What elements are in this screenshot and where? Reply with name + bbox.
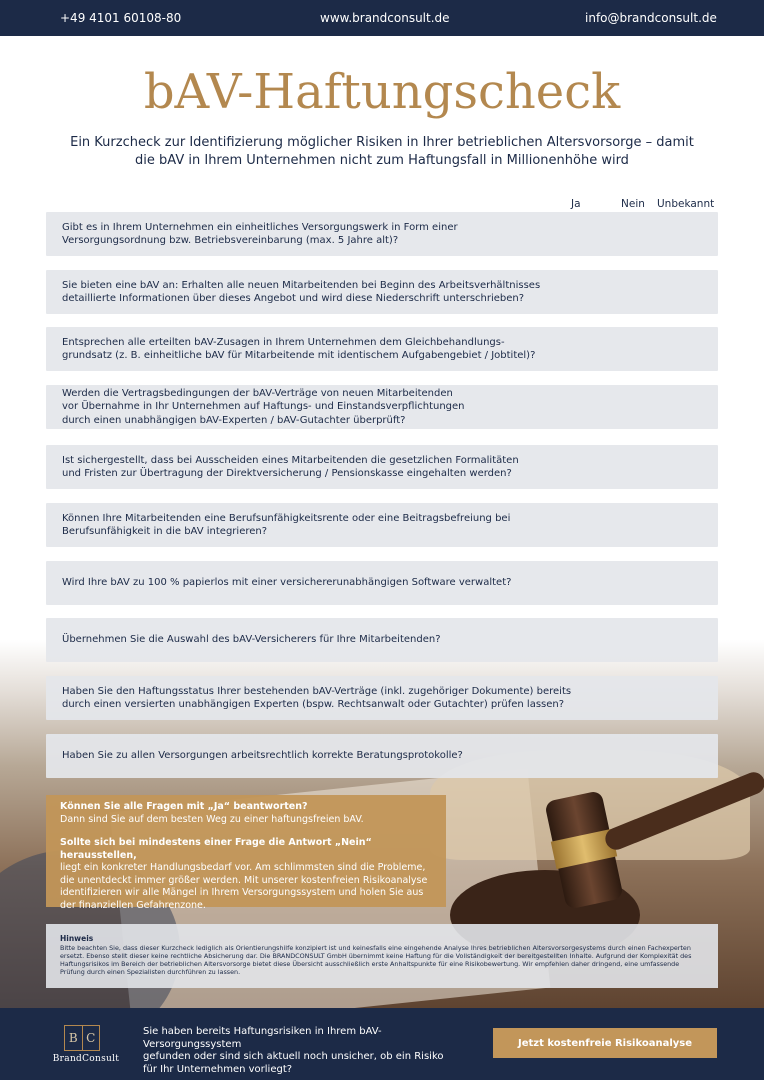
question-row-1 (46, 212, 718, 256)
question-text: Entsprechen alle erteilten bAV-Zusagen in Ihrem Unternehmen dem Gleichbehandlungs- grundsatz (z. B. einheitliche bAV für Mitarbeitende mit identischem Aufgabengebiet / Jobtitel)? (62, 336, 536, 361)
column-header-yes: Ja (571, 198, 581, 210)
result-info-box (46, 795, 446, 911)
question-text: Haben Sie zu allen Versorgungen arbeitsrechtlich korrekte Beratungsprotokolle? (62, 750, 463, 762)
footer-bar (0, 1008, 764, 1080)
website-link[interactable]: www.brandconsult.de (320, 11, 450, 25)
top-contact-bar (0, 0, 764, 36)
question-text: Gibt es in Ihrem Unternehmen ein einheitliches Versorgungswerk in Form einer Versorgungsordnung bzw. Betriebsvereinbarung (max. 5 Jahre alt)? (62, 221, 458, 246)
column-header-unknown: Unbekannt (657, 198, 715, 210)
page-title: bAV-Haftungscheck (143, 64, 621, 120)
question-text: Haben Sie den Haftungsstatus Ihrer bestehenden bAV-Verträge (inkl. zugehöriger Dokumente) bereits durch einen versierten unabhängigen Experten (bspw. Rechtsanwalt oder Gutachter) prüfen lassen? (62, 685, 572, 710)
result-heading-no: Sollte sich bei mindestens einer Frage die Antwort „Nein“ herausstellen, (60, 837, 372, 861)
column-header-no: Nein (621, 198, 645, 210)
question-text: Wird Ihre bAV zu 100 % papierlos mit einer versichererunabhängigen Software verwaltet? (62, 577, 512, 589)
question-text: Werden die Vertragsbedingungen der bAV-Verträge von neuen Mitarbeitenden vor Übernahme in Ihr Unternehmen auf Haftungs- und Einstandsverpflichtungen durch einen unabhängigen bAV-Experten / bAV-Gutachter überprüft? (62, 387, 465, 426)
question-row-3 (46, 327, 718, 371)
phone-number[interactable]: +49 4101 60108-80 (60, 11, 182, 25)
logo-letter-c: C (86, 1031, 96, 1045)
logo-letter-b: B (68, 1031, 78, 1045)
question-row-8 (46, 618, 718, 662)
footer-message: Sie haben bereits Haftungsrisiken in Ihrem bAV-Versorgungssystem gefunden oder sind sich aktuell noch unsicher, ob ein Risiko für Ihr Unternehmen vorliegt? (143, 1026, 444, 1075)
question-row-5 (46, 445, 718, 489)
brandconsult-logo (64, 1025, 100, 1051)
page-subtitle: Ein Kurzcheck zur Identifizierung möglicher Risiken in Ihrer betrieblichen Altersvorsorge – damit die bAV in Ihrem Unternehmen nicht zum Haftungsfall in Millionenhöhe wird (70, 135, 694, 168)
result-text-yes: Dann sind Sie auf dem besten Weg zu einer haftungsfreien bAV. (60, 813, 364, 825)
result-text-no: liegt ein konkreter Handlungsbedarf vor. Am schlimmsten sind die Probleme, die unentdeckt immer größer werden. Mit unserer kostenfreien Risikoanalyse identifizieren wir alle Mängel in Ihrem Versorgungssystem und holen Sie aus der finanziellen Gefahrenzone. (60, 862, 428, 911)
disclaimer-title: Hinweis (60, 934, 94, 943)
email-link[interactable]: info@brandconsult.de (585, 11, 717, 25)
question-text: Übernehmen Sie die Auswahl des bAV-Versicherers für Ihre Mitarbeitenden? (62, 634, 441, 646)
risk-analysis-button[interactable]: Jetzt kostenfreie Risikoanalyse (493, 1028, 717, 1058)
question-row-10 (46, 734, 718, 778)
question-text: Sie bieten eine bAV an: Erhalten alle neuen Mitarbeitenden bei Beginn des Arbeitsverhältnisses detaillierte Informationen über dieses Angebot und wird diese Niederschrift unterschrieben? (62, 279, 541, 304)
result-heading-yes: Können Sie alle Fragen mit „Ja“ beantworten? (60, 801, 308, 812)
question-text: Können Ihre Mitarbeitenden eine Berufsunfähigkeitsrente oder eine Beitragsbefreiung bei Berufsunfähigkeit in die bAV integrieren? (62, 512, 511, 537)
question-row-9 (46, 676, 718, 720)
question-row-4 (46, 385, 718, 429)
question-row-2 (46, 270, 718, 314)
disclaimer-box (46, 924, 718, 988)
disclaimer-text: Bitte beachten Sie, dass dieser Kurzcheck lediglich als Orientierungshilfe konzipiert ist und keinesfalls eine eingehende Analyse Ihres betrieblichen Altersvorsorgesystems durch einen Fachexperten ersetzt. Ebenso stellt dieser keine rechtliche Absicherung dar. Die BRANDCONSULT GmbH übernimmt keine Haftung für die Vollständigkeit der bereitgestellten Inhalte. Aufgrund der Komplexität des Haftungsrisikos im Bereich der betrieblichen Altersvorsorge bietet diese Übersicht ausschließlich erste Anhaltspunkte für eine Risikobewertung. Wir empfehlen daher dringend, eine umfassende Prüfung durch einen Spezialisten durchführen zu lassen. (60, 944, 692, 976)
logo-wordmark: BrandConsult (52, 1054, 120, 1064)
question-text: Ist sichergestellt, dass bei Ausscheiden eines Mitarbeitenden die gesetzlichen Formalitäten und Fristen zur Übertragung der Direktversicherung / Pensionskasse eingehalten werden? (62, 454, 519, 479)
question-row-7 (46, 561, 718, 605)
question-row-6 (46, 503, 718, 547)
